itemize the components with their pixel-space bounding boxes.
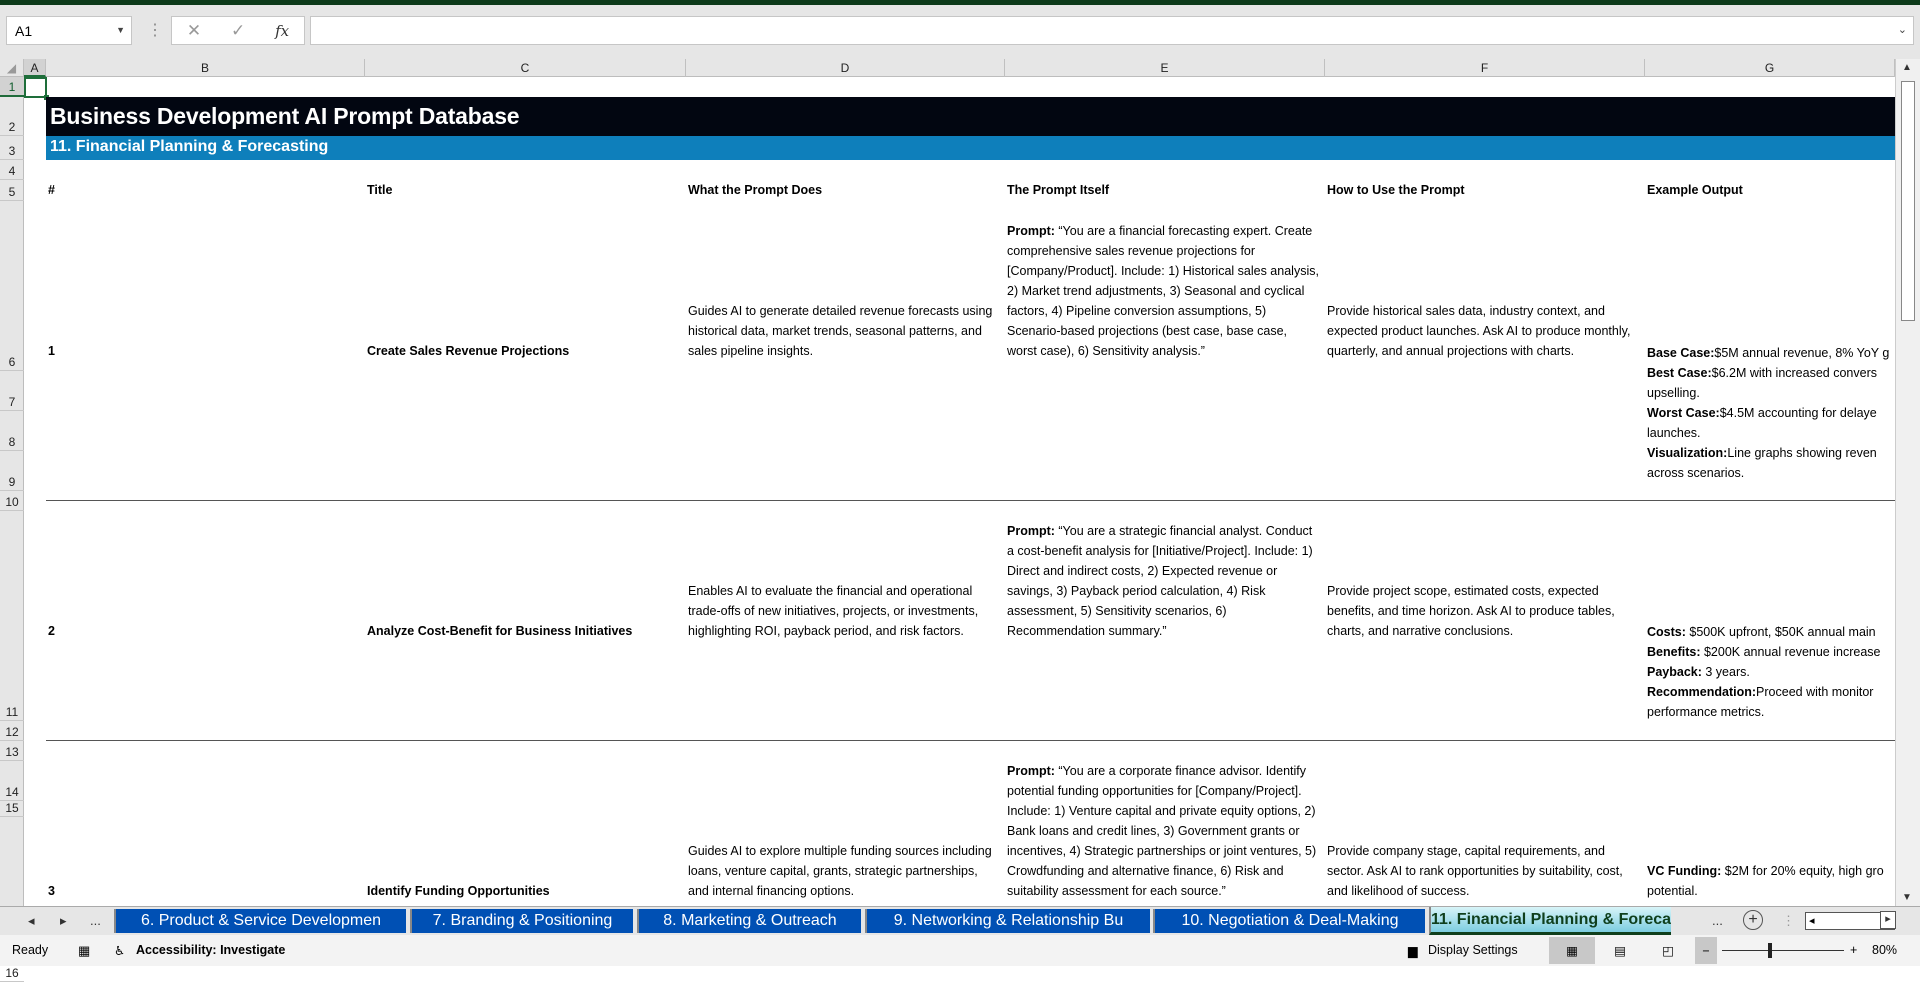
output-text: $500K upfront, $50K annual main: [1685, 625, 1876, 639]
column-header[interactable]: E: [1005, 59, 1325, 77]
cell-text: 1: [48, 344, 55, 358]
column-header[interactable]: F: [1325, 59, 1645, 77]
output-text: performance metrics.: [1647, 705, 1765, 719]
output-label: Visualization:: [1647, 446, 1728, 460]
formula-buttons: [171, 16, 305, 45]
column-headers: [0, 59, 1920, 77]
output-text: Proceed with monitor: [1756, 685, 1874, 699]
column-header[interactable]: G: [1645, 59, 1895, 77]
more-sheets-left[interactable]: ...: [90, 913, 101, 928]
output-line: [1647, 423, 1895, 443]
row-header[interactable]: 9: [0, 451, 24, 491]
prompt-text: “You are a financial forecasting expert. Create comprehensive sales revenue projections for [Company/Product]. Include: 1) Historical sales analysis, 2) Market trend adjustments, 3) Seasonal and cyclical factors, 4) Pipeline conversion assumptions, 5) Scenario-based projections (best case, base case, worst case), 6) Sensitivity analysis.”: [1007, 224, 1319, 358]
output-text: $6.2M with increased convers: [1711, 366, 1877, 380]
zoom-in-icon[interactable]: +: [1850, 943, 1858, 957]
column-header[interactable]: A: [24, 59, 46, 77]
row-header[interactable]: 16: [0, 817, 24, 982]
output-line: [1647, 662, 1895, 682]
cell-text: 2: [48, 624, 55, 638]
output-line: [1647, 363, 1895, 383]
cell-num: [48, 621, 360, 641]
output-line: [1647, 463, 1895, 483]
output-line: [1647, 881, 1895, 901]
cell-text: Provide project scope, estimated costs, expected benefits, and time horizon. Ask AI to produce tables, charts, and narrative conclusions.: [1327, 584, 1615, 638]
page-break-icon[interactable]: ◰: [1662, 944, 1674, 958]
cell-text: Provide historical sales data, industry context, and expected product launches. Ask AI to produce monthly, quarterly, and annual projections with charts.: [1327, 304, 1631, 358]
expand-formula-icon[interactable]: ⌄: [1897, 24, 1907, 36]
cell-title: [367, 621, 679, 641]
cell-text: Identify Funding Opportunities: [367, 884, 550, 898]
name-box[interactable]: [6, 16, 132, 45]
cell-text: Enables AI to evaluate the financial and operational trade-offs of new initiatives, projects, or investments, highlighting ROI, payback period, and risk factors.: [688, 584, 979, 638]
output-label: Worst Case:: [1647, 406, 1720, 420]
output-label: Costs:: [1647, 625, 1686, 639]
vertical-scrollbar[interactable]: [1895, 59, 1920, 906]
header-output: Example Output: [1647, 183, 1743, 197]
normal-view-icon[interactable]: ▦: [1549, 937, 1595, 964]
row-header[interactable]: 8: [0, 411, 24, 451]
output-label: Benefits:: [1647, 645, 1701, 659]
row-header[interactable]: 6: [0, 201, 24, 371]
row-header[interactable]: 13: [0, 741, 24, 761]
column-header[interactable]: B: [46, 59, 365, 77]
cell-howto: [1327, 841, 1639, 901]
output-label: Recommendation:: [1647, 685, 1757, 699]
prompt-label: Prompt:: [1007, 524, 1055, 538]
zoom-level[interactable]: 80%: [1872, 943, 1898, 957]
sheet-title: Business Development AI Prompt Database: [46, 97, 1895, 136]
cell-prompt: [1007, 761, 1319, 901]
scroll-right-icon[interactable]: ▸: [1880, 911, 1896, 929]
select-all-icon[interactable]: ◢: [0, 59, 24, 77]
header-prompt: The Prompt Itself: [1007, 183, 1110, 197]
display-settings[interactable]: Display Settings: [1428, 943, 1518, 957]
row-header[interactable]: 4: [0, 160, 24, 180]
splitter-icon[interactable]: ⋮: [1782, 913, 1795, 928]
output-line: [1647, 642, 1895, 662]
row-header[interactable]: 15: [0, 801, 24, 817]
output-label: Payback:: [1647, 665, 1702, 679]
scroll-up-icon[interactable]: ▲: [1902, 62, 1912, 73]
cell-howto: [1327, 301, 1639, 361]
sheet-tab[interactable]: 7. Branding & Positioning: [410, 909, 633, 933]
row-header[interactable]: 14: [0, 761, 24, 801]
output-line: [1647, 702, 1895, 722]
header-does: What the Prompt Does: [688, 183, 823, 197]
output-text: launches.: [1647, 426, 1701, 440]
add-sheet-icon[interactable]: +: [1743, 910, 1763, 930]
row-headers: [0, 77, 24, 980]
cell-does: [688, 301, 1000, 361]
output-label: Best Case:: [1647, 366, 1712, 380]
cell-output: [1647, 622, 1895, 722]
column-header[interactable]: C: [365, 59, 686, 77]
zoom-out-icon[interactable]: −: [1695, 937, 1717, 964]
row-header[interactable]: 2: [0, 97, 24, 136]
cell-does: [688, 581, 1000, 641]
cell-num: [48, 881, 360, 901]
output-text: potential.: [1647, 884, 1698, 898]
header-howto: How to Use the Prompt: [1327, 183, 1465, 197]
row-header[interactable]: 3: [0, 136, 24, 160]
output-label: Base Case:: [1647, 346, 1715, 360]
cell-title: [367, 881, 679, 901]
enter-icon[interactable]: ✓: [230, 20, 246, 40]
cell-text: 3: [48, 884, 55, 898]
output-line: [1647, 682, 1895, 702]
row-header[interactable]: 7: [0, 371, 24, 411]
scroll-thumb[interactable]: [1901, 81, 1915, 321]
section-title: 11. Financial Planning & Forecasting: [46, 136, 1895, 160]
prompt-text: “You are a strategic financial analyst. Conduct a cost-benefit analysis for [Initiative/Project]. Include: 1) Direct and indirect costs, 2) Expected revenue or savings, 3) Payback period calculation, 4) Risk assessment, 5) Sensitivity scenarios, 6) Recommendation summary.”: [1007, 524, 1313, 638]
cell-text: Create Sales Revenue Projections: [367, 344, 570, 358]
output-text: $200K annual revenue increase: [1700, 645, 1881, 659]
cell-output: [1647, 343, 1895, 483]
chevron-down-icon[interactable]: ▼: [116, 25, 125, 35]
header-num: #: [48, 183, 55, 197]
sheet-tab-active[interactable]: 11. Financial Planning & Foreca: [1429, 907, 1671, 935]
status-bar: [0, 935, 1920, 966]
output-line: [1647, 861, 1895, 881]
header-title: Title: [367, 183, 393, 197]
sheet-tab[interactable]: 8. Marketing & Outreach: [637, 909, 861, 933]
sheet-tab[interactable]: 10. Negotiation & Deal-Making: [1153, 909, 1425, 933]
row-divider: [46, 740, 1895, 741]
active-cell[interactable]: [24, 77, 47, 98]
zoom-slider-thumb[interactable]: [1768, 943, 1772, 958]
cell-text: Analyze Cost-Benefit for Business Initiatives: [367, 624, 633, 638]
output-line: [1647, 403, 1895, 423]
column-header[interactable]: D: [686, 59, 1005, 77]
output-text: across scenarios.: [1647, 466, 1745, 480]
macro-record-icon[interactable]: ▦: [78, 943, 91, 958]
prompt-label: Prompt:: [1007, 224, 1055, 238]
row-header[interactable]: 12: [0, 721, 24, 741]
sheet-tab-bar: [0, 906, 1920, 935]
more-sheets-right[interactable]: ...: [1712, 913, 1723, 928]
prompt-text: “You are a corporate finance advisor. Identify potential funding opportunities for [Company/Project]. Include: 1) Venture capital and private equity options, 2) Bank loans and credit lines, 3) Government grants or incentives, 4) Strategic partnerships or joint ventures, 5) Crowdfunding and alternative finance, 6) Risk and suitability assessment for each source.”: [1007, 764, 1317, 898]
cell-prompt: [1007, 221, 1319, 361]
cell-prompt: [1007, 521, 1319, 641]
cell-text: Guides AI to explore multiple funding sources including loans, venture capital, grants, strategic partnerships, and internal financing options.: [688, 844, 992, 898]
output-label: VC Funding:: [1647, 864, 1722, 878]
cell-output: [1647, 861, 1895, 901]
cell-howto: [1327, 581, 1639, 641]
row-header[interactable]: 10: [0, 491, 24, 511]
more-icon[interactable]: ⋮: [147, 22, 163, 39]
output-text: upselling.: [1647, 386, 1700, 400]
display-settings-icon[interactable]: ▆: [1408, 944, 1418, 958]
insert-function-icon[interactable]: fx: [275, 21, 290, 40]
zoom-slider[interactable]: [1722, 950, 1844, 951]
name-box-value: A1: [15, 23, 33, 39]
output-line: [1647, 383, 1895, 403]
scroll-left-icon[interactable]: ◂: [1809, 915, 1815, 927]
output-text: 3 years.: [1701, 665, 1750, 679]
output-line: [1647, 343, 1895, 363]
cell-num: [48, 341, 360, 361]
status-ready: Ready: [12, 943, 49, 957]
prev-sheet-icon[interactable]: ◂: [28, 913, 35, 928]
output-text: $2M for 20% equity, high gro: [1721, 864, 1884, 878]
sheet-tab[interactable]: 6. Product & Service Developmen: [114, 909, 406, 933]
cancel-icon[interactable]: ✕: [186, 20, 202, 40]
cell-text: Provide company stage, capital requirements, and sector. Ask AI to rank opportunities by suitability, cost, and likelihood of success.: [1327, 844, 1623, 898]
output-text: $4.5M accounting for delaye: [1719, 406, 1877, 420]
accessibility-status[interactable]: Accessibility: Investigate: [136, 943, 286, 957]
output-text: Line graphs showing reven: [1727, 446, 1877, 460]
cell-text: Guides AI to generate detailed revenue forecasts using historical data, market trends, seasonal patterns, and sales pipeline insights.: [688, 304, 993, 358]
row-header[interactable]: 11: [0, 511, 24, 721]
sheet-tab[interactable]: 9. Networking & Relationship Bu: [865, 909, 1150, 933]
next-sheet-icon[interactable]: ▸: [60, 913, 67, 928]
output-line: [1647, 622, 1895, 642]
cell-does: [688, 841, 1000, 901]
row-header[interactable]: 1: [0, 77, 24, 97]
output-text: $5M annual revenue, 8% YoY g: [1714, 346, 1890, 360]
page-layout-icon[interactable]: ▤: [1614, 944, 1626, 958]
row-header[interactable]: 5: [0, 180, 24, 201]
cell-title: [367, 341, 679, 361]
output-line: [1647, 443, 1895, 463]
scroll-down-icon[interactable]: ▼: [1902, 892, 1912, 903]
prompt-label: Prompt:: [1007, 764, 1055, 778]
formula-input[interactable]: [310, 16, 1914, 45]
accessibility-icon[interactable]: ♿︎: [114, 944, 126, 958]
row-divider: [46, 500, 1895, 501]
